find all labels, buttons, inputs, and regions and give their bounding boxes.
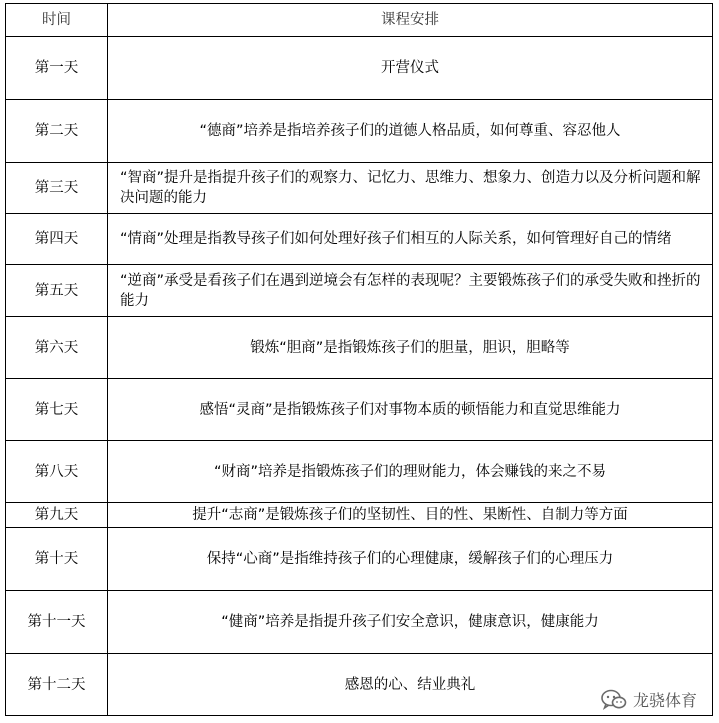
course-schedule-table [5,3,713,716]
course-cell: “财商”培养是指锻炼孩子们的理财能力，体会赚钱的来之不易 [108,441,713,503]
table-row [6,100,713,163]
table-row [6,163,713,214]
course-cell: “德商”培养是指培养孩子们的道德人格品质，如何尊重、容忍他人 [108,100,713,163]
wechat-icon [601,689,627,711]
course-cell: 感恩的心、结业典礼 [108,654,713,716]
course-cell: 锻炼“胆商”是指锻炼孩子们的胆量，胆识，胆略等 [108,317,713,379]
day-cell: 第八天 [6,441,108,503]
table-row [6,591,713,654]
day-cell: 第十二天 [6,654,108,716]
table-row [6,265,713,317]
table-row [6,441,713,503]
table-row [6,528,713,591]
day-cell: 第三天 [6,163,108,214]
course-cell: 开营仪式 [108,37,713,100]
course-cell: “逆商”承受是看孩子们在遇到逆境会有怎样的表现呢？主要锻炼孩子们的承受失败和挫折的能力 [108,265,713,317]
watermark-text: 龙骁体育 [632,691,697,710]
table-row [6,379,713,441]
course-cell: “健商”培养是指提升孩子们安全意识，健康意识，健康能力 [108,591,713,654]
course-cell: 提升“志商”是锻炼孩子们的坚韧性、目的性、果断性、自制力等方面 [108,503,713,528]
course-cell: 感悟“灵商”是指锻炼孩子们对事物本质的顿悟能力和直觉思维能力 [108,379,713,441]
account-watermark [601,688,697,711]
day-cell: 第十一天 [6,591,108,654]
course-cell: “智商”提升是指提升孩子们的观察力、记忆力、思维力、想象力、创造力以及分析问题和解决问题的能力 [108,163,713,214]
day-cell: 第七天 [6,379,108,441]
day-cell: 第五天 [6,265,108,317]
table-row [6,503,713,528]
day-cell: 第二天 [6,100,108,163]
day-cell: 第四天 [6,214,108,265]
course-cell: 保持“心商”是指维持孩子们的心理健康，缓解孩子们的心理压力 [108,528,713,591]
header-time: 时间 [6,4,108,37]
header-row [6,4,713,37]
day-cell: 第六天 [6,317,108,379]
table-row [6,317,713,379]
day-cell: 第一天 [6,37,108,100]
table-row [6,214,713,265]
course-cell: “情商”处理是指教导孩子们如何处理好孩子们相互的人际关系，如何管理好自己的情绪 [108,214,713,265]
day-cell: 第十天 [6,528,108,591]
table-row [6,37,713,100]
header-course-arrangement: 课程安排 [108,4,713,37]
day-cell: 第九天 [6,503,108,528]
